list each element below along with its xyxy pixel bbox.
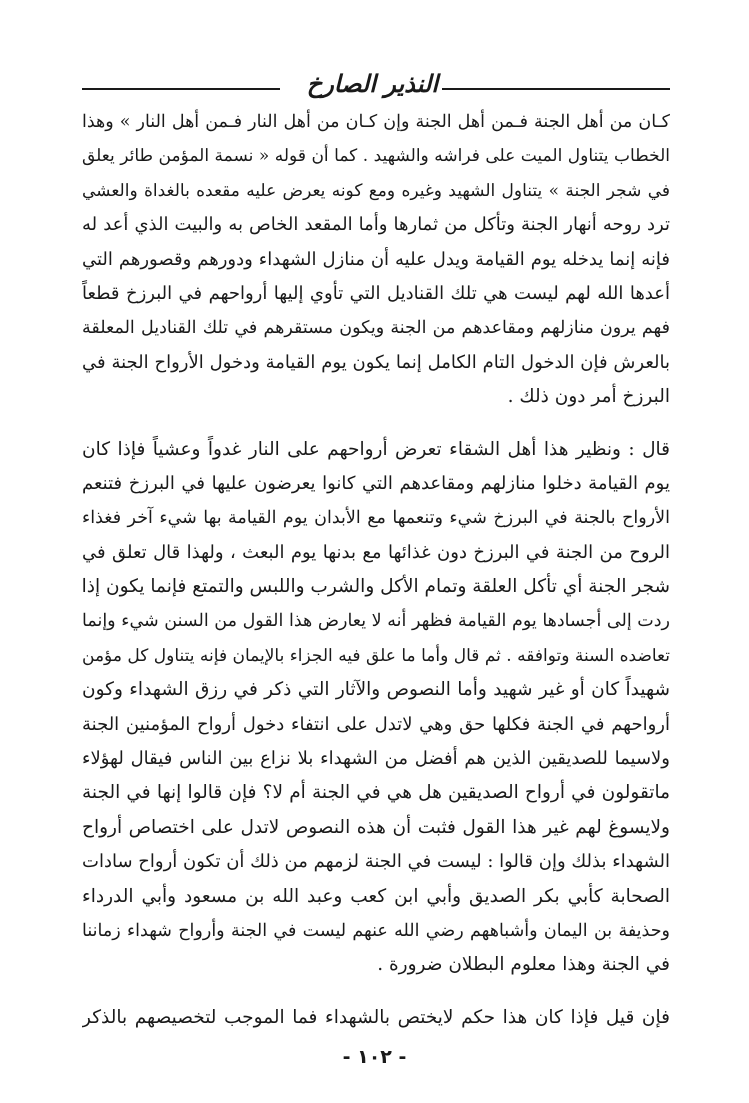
text-line: الأرواح بالجنة في البرزخ شيء وتنعمها مع الأبدان يوم القيامة بها شيء آخر فغذاء — [82, 508, 670, 529]
text-line: في شجر الجنة » يتناول الشهيد وغيره ومع كونه يعرض عليه مقعده بالغداة والعشي — [82, 180, 670, 201]
header-title: النذير الصارخ — [306, 69, 438, 98]
text-line: كـان من أهل الجنة فـمن أهل الجنة وإن كـان من أهل النار فـمن أهل النار » وهذا — [82, 112, 670, 132]
text-line: الروح من الجنة في البرزخ دون غذائها مع بدنها يوم البعث ، ولهذا قال تعلق في — [82, 541, 670, 563]
paragraph-gap — [82, 983, 670, 1001]
text-line: بالعرش فإن الدخول التام الكامل إنما يكون يوم القيامة ودخول الأرواح الجنة في — [82, 351, 670, 373]
text-line: الخطاب يتناول الميت على فراشه والشهيد . كما أن قوله « نسمة المؤمن طائر يعلق — [82, 146, 670, 167]
text-line: ولاسيما للصديقين الذين هم أفضل من الشهداء بلا نزاع بين الناس فيقال لهؤلاء — [82, 748, 670, 770]
page-number: - ١٠٢ - — [342, 1046, 407, 1068]
running-header — [82, 70, 670, 104]
text-line: فإن قيل فإذا كان هذا حكم لايختص بالشهداء فما الموجب لتخصيصهم بالذكر — [82, 1006, 670, 1028]
text-line: فإنه إنما يدخله يوم القيامة ويدل عليه أن منازل الشهداء ودورهم وقصورهم التي — [82, 248, 670, 270]
text-line: في الجنة وهذا معلوم البطلان ضرورة . — [377, 954, 670, 976]
text-line: أعدها الله لهم ليست هي تلك القناديل التي تأوي إليها أرواحهم في البرزخ قطعاً — [82, 282, 670, 304]
text-line: البرزخ أمر دون ذلك . — [507, 386, 670, 408]
paragraph-3 — [82, 1001, 670, 1035]
text-line: ردت إلى أجسادها يوم القيامة فظهر أنه لا يعارض هذا القول من السنن شيء وإنما — [82, 611, 670, 632]
text-line: قال : ونظير هذا أهل الشقاء تعرض أرواحهم على النار غدواً وعشياً فإذا كان — [82, 438, 670, 460]
text-line: أرواحهم في الجنة فكلها حق وهي لاتدل على انتفاء دخول أرواح المؤمنين الجنة — [82, 713, 670, 735]
text-line: ماتقولون في أرواح الصديقين هل هي في الجنة أم لا؟ فإن قالوا إنها في الجنة — [82, 782, 670, 804]
paragraph-gap — [82, 415, 670, 433]
header-rule-right — [442, 88, 670, 90]
text-line: تعاضده السنة وتوافقه . ثم قال وأما ما علق فيه الجزاء بالإيمان فإنه يتناول كل مؤمن — [82, 645, 670, 666]
text-line: ولايسوغ لهم غير هذا القول فثبت أن هذه النصوص لاتدل على اختصاص أرواح — [82, 816, 670, 838]
text-line: شجر الجنة أي تأكل العلقة وتمام الأكل والشرب واللبس والتمتع فإنما يكون إذا — [82, 576, 670, 598]
text-line: الشهداء بذلك وإن قالوا : ليست في الجنة لزمهم من ذلك أن تكون أرواح سادات — [82, 851, 670, 873]
paragraph-1 — [82, 105, 670, 415]
text-line: الصحابة كأبي بكر الصديق وأبي ابن كعب وعبد الله بن مسعود وأبي الدرداء — [82, 885, 670, 907]
body-text — [82, 105, 670, 1035]
paragraph-2 — [82, 433, 670, 983]
text-line: فهم يرون منازلهم ومقاعدهم من الجنة ويكون مستقرهم في تلك القناديل المعلقة — [82, 318, 670, 339]
text-line: يوم القيامة دخلوا منازلهم ومقاعدهم التي كانوا يعرضون عليها في البرزخ فتنعم — [82, 472, 670, 494]
text-line: وحذيفة بن اليمان وأشباههم رضي الله عنهم ليست في الجنة وأرواح شهداء زماننا — [82, 920, 670, 941]
text-line: شهيداً كان أو غير شهيد وأما النصوص والآثار التي ذكر في رزق الشهداء وكون — [82, 679, 670, 701]
text-line: ترد روحه أنهار الجنة وتأكل من ثمارها وأما المقعد الخاص به والبيت الذي أعد له — [82, 214, 670, 236]
header-rule-left — [82, 88, 280, 90]
